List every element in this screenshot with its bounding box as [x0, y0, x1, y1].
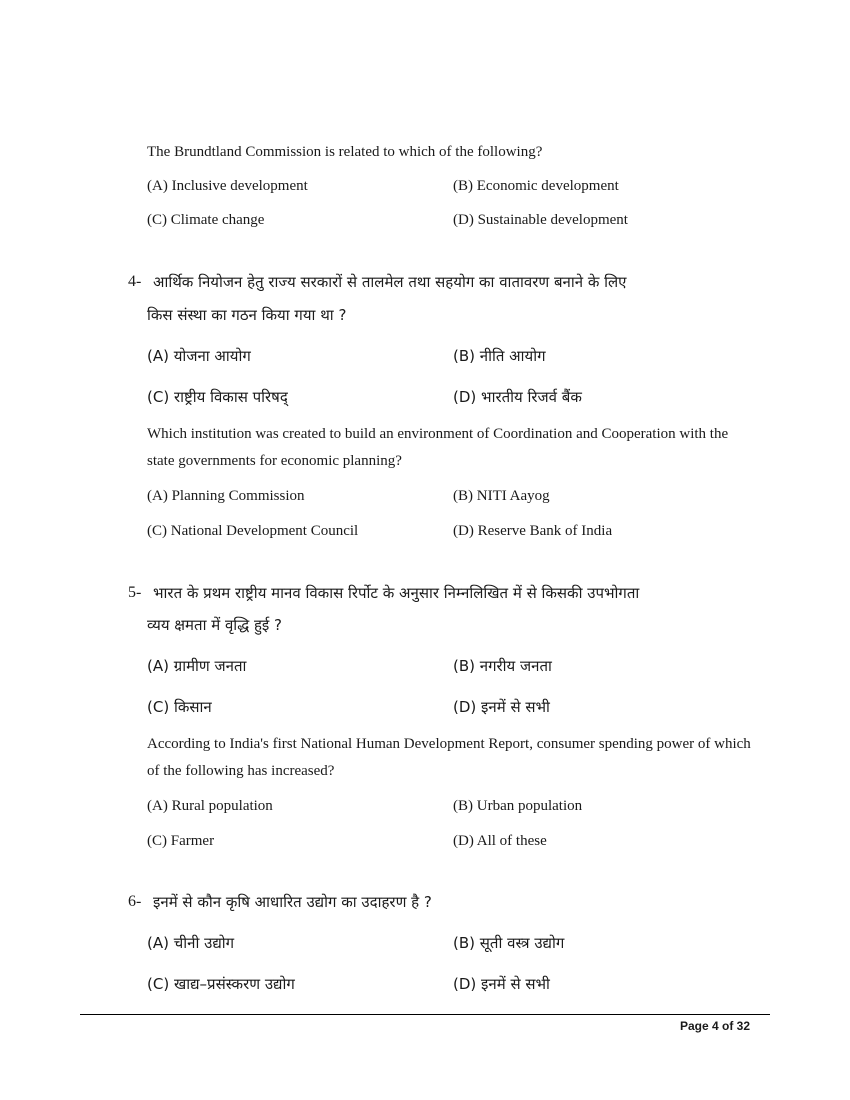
q4-en-option-a: (A) Planning Commission	[147, 488, 305, 504]
q3-en-question: The Brundtland Commission is related to which of the following?	[147, 144, 543, 160]
q6-hi-option-c: (C) खाद्य–प्रसंस्करण उद्योग	[147, 975, 295, 993]
q4-hi-question-line2: किस संस्था का गठन किया गया था ?	[147, 306, 347, 324]
q5-en-option-b: (B) Urban population	[453, 798, 583, 814]
q5-hi-option-a: (A) ग्रामीण जनता	[147, 657, 247, 675]
q5-en-option-a: (A) Rural population	[147, 798, 273, 814]
q6-number: 6-	[128, 893, 142, 910]
q4-number: 4-	[128, 273, 142, 290]
q5-hi-option-b: (B) नगरीय जनता	[453, 657, 552, 675]
q5-hi-option-d: (D) इनमें से सभी	[453, 698, 550, 716]
q4-en-question: Which institution was created to build an environment of Coordination and Cooperation with the state governments for economic planning?	[147, 426, 729, 469]
q4-en-option-d: (D) Reserve Bank of India	[453, 523, 613, 539]
q4-hi-option-a: (A) योजना आयोग	[147, 347, 251, 365]
q3-en-option-c: (C) Climate change	[147, 212, 265, 228]
q3-en-option-b: (B) Economic development	[453, 178, 619, 194]
q5-hi-question-line2: व्यय क्षमता में वृद्धि हुई ?	[147, 616, 283, 634]
q6-hi-question-line1: इनमें से कौन कृषि आधारित उद्योग का उदाहरण है ?	[153, 893, 432, 911]
q3-en-option-d: (D) Sustainable development	[453, 212, 628, 228]
q5-en-question: According to India's first National Human Development Report, consumer spending power of which of the following has increased?	[147, 736, 751, 779]
footer-divider	[80, 1014, 770, 1015]
q5-en-option-c: (C) Farmer	[147, 833, 215, 849]
q4-hi-question-line1: आर्थिक नियोजन हेतु राज्य सरकारों से तालमेल तथा सहयोग का वातावरण बनाने के लिए	[153, 273, 627, 291]
q5-en-option-d: (D) All of these	[453, 833, 547, 849]
q6-hi-option-d: (D) इनमें से सभी	[453, 975, 550, 993]
q5-number: 5-	[128, 584, 142, 601]
q3-en-option-a: (A) Inclusive development	[147, 178, 308, 194]
q5-hi-question-line1: भारत के प्रथम राष्ट्रीय मानव विकास रिर्पोट के अनुसार निम्नलिखित में से किसकी उपभोगता	[153, 584, 640, 602]
q4-en-option-b: (B) NITI Aayog	[453, 488, 550, 504]
q6-hi-option-b: (B) सूती वस्त्र उद्योग	[453, 934, 565, 952]
q6-hi-option-a: (A) चीनी उद्योग	[147, 934, 235, 952]
q4-hi-option-d: (D) भारतीय रिजर्व बैंक	[453, 388, 582, 406]
q4-hi-option-b: (B) नीति आयोग	[453, 347, 546, 365]
q4-hi-option-c: (C) राष्ट्रीय विकास परिषद्	[147, 388, 288, 406]
page-number: Page 4 of 32	[679, 1019, 750, 1033]
q5-hi-option-c: (C) किसान	[147, 698, 212, 716]
q4-en-option-c: (C) National Development Council	[147, 523, 359, 539]
